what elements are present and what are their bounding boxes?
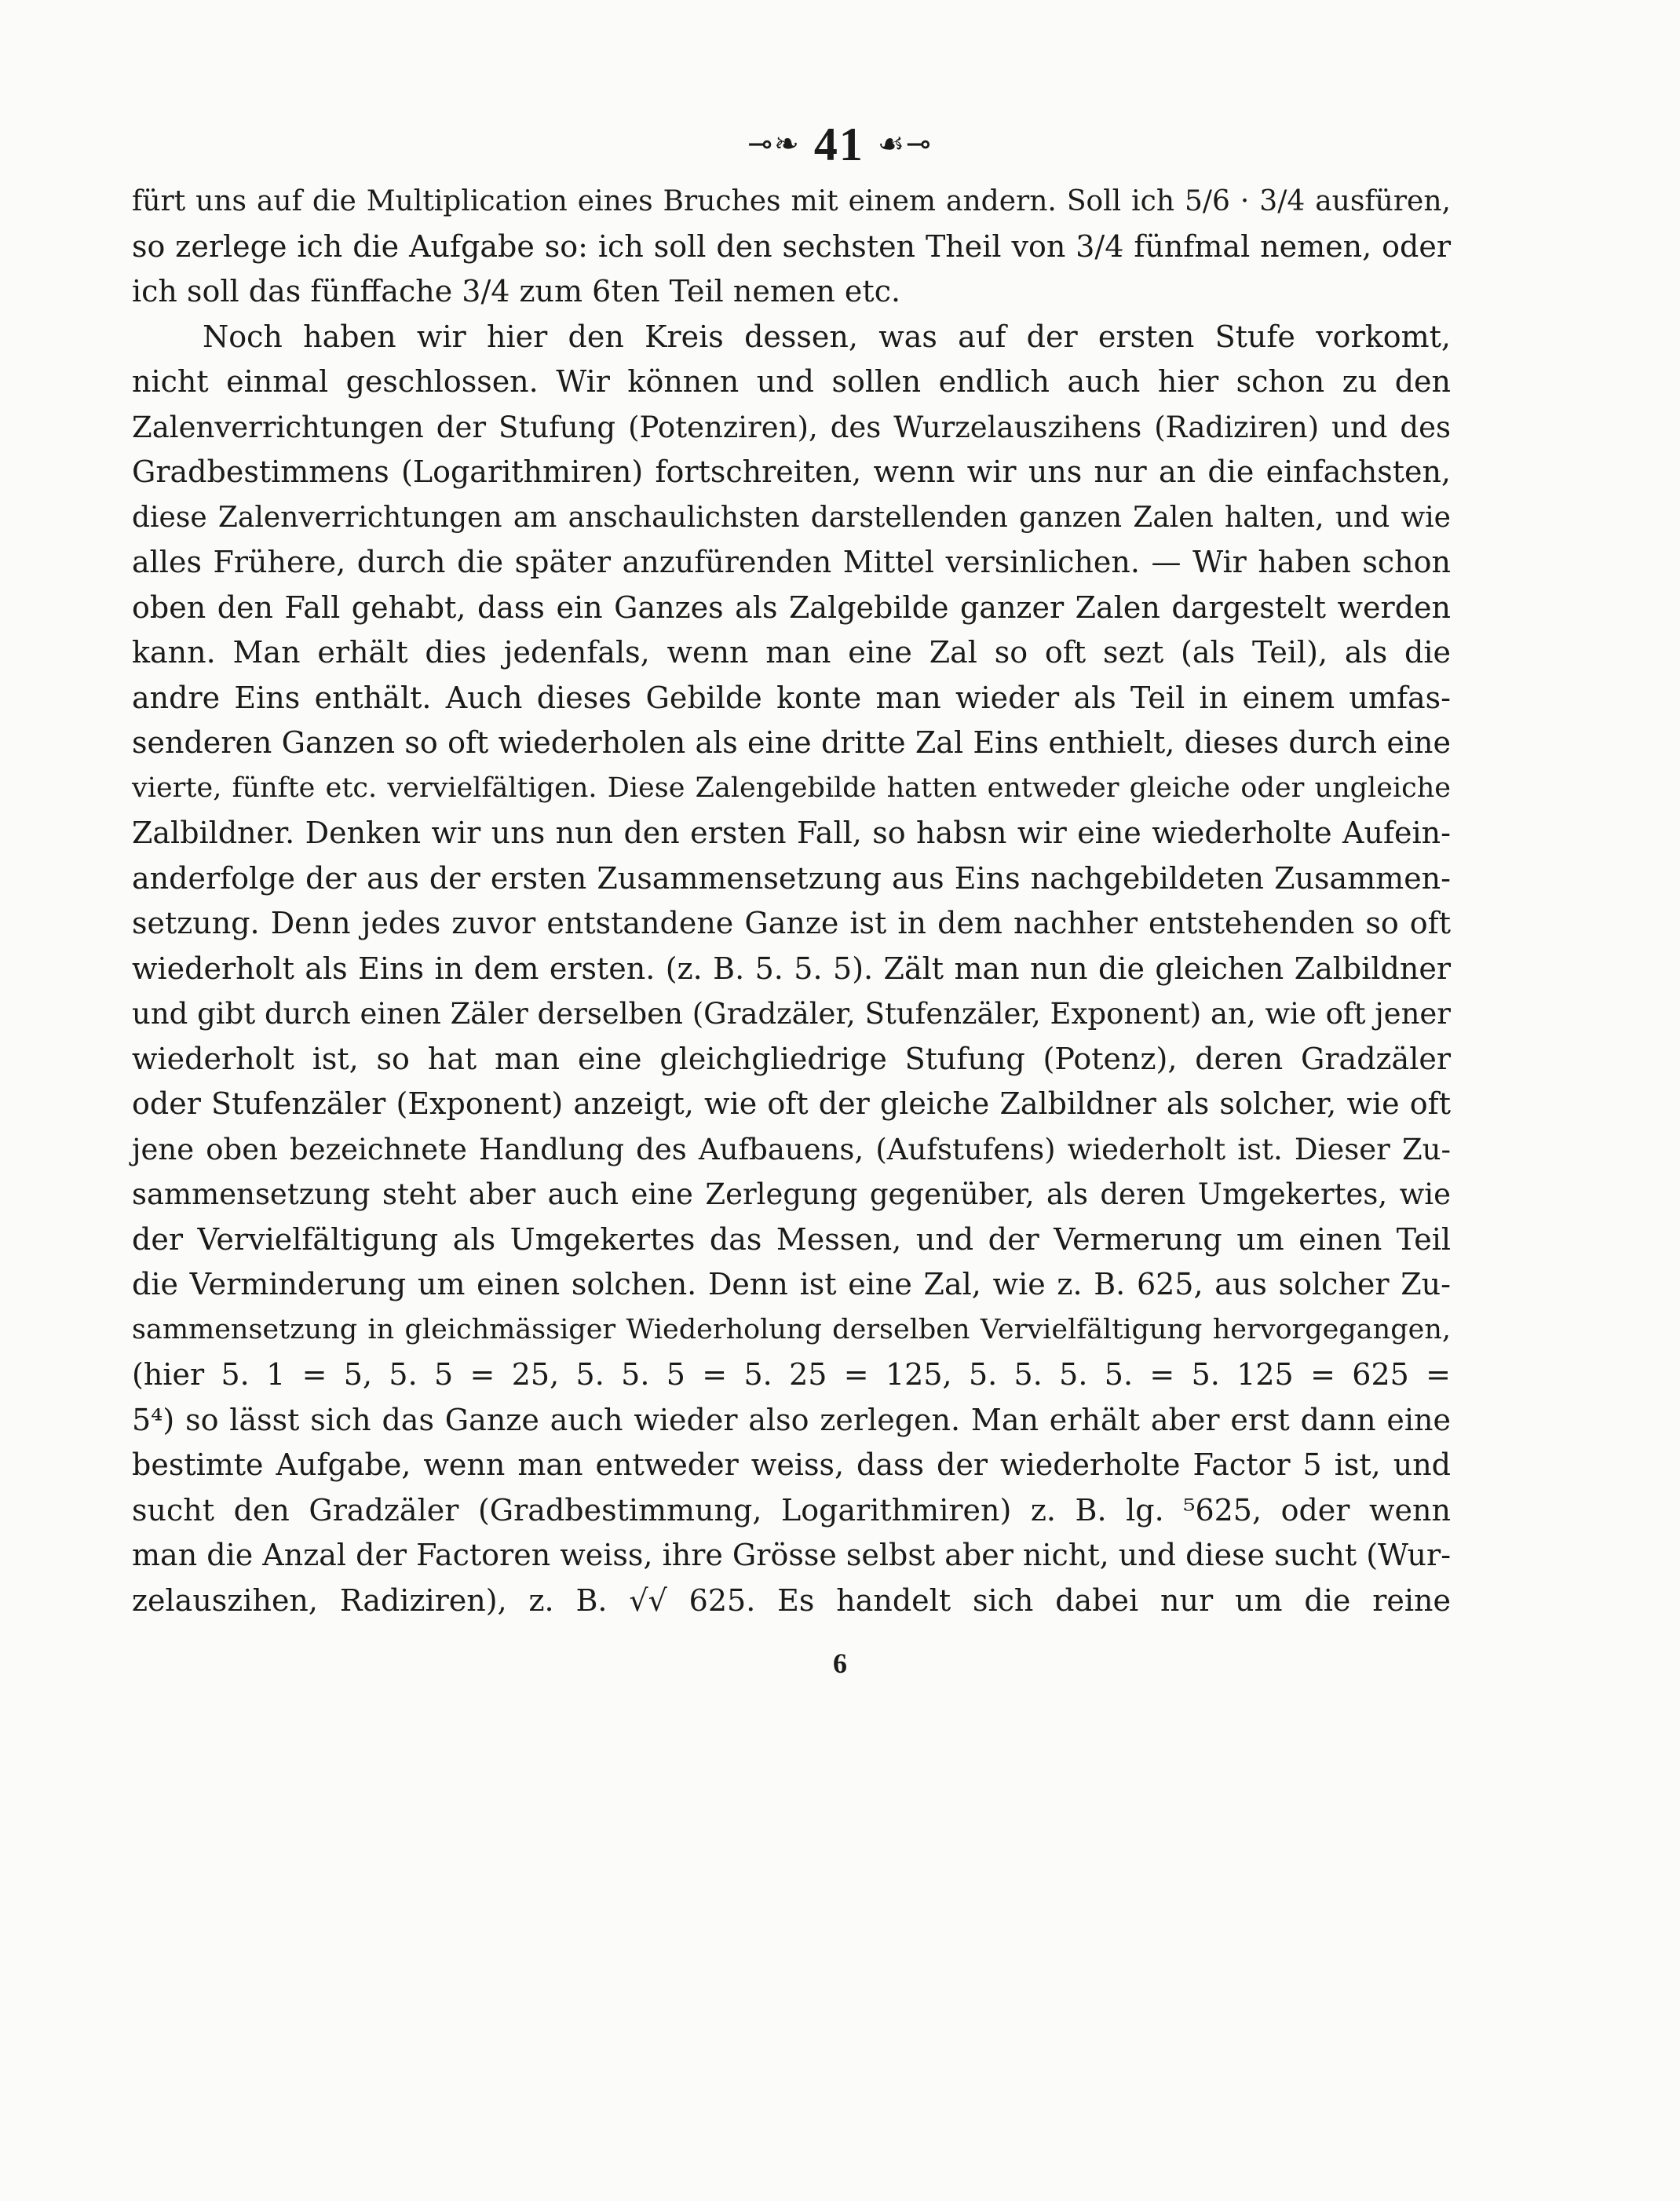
text-line: und gibt durch einen Zäler derselben (Gradzäler, Stufenzäler, Exponent) an, wie oft jener: [132, 997, 1451, 1031]
text-line: diese Zalenverrichtungen am anschaulichsten darstellenden ganzen Zalen halten, und wie: [132, 501, 1451, 534]
ornament-right-icon: ☙⊸: [877, 128, 933, 161]
text-line: Noch haben wir hier den Kreis dessen, was auf der ersten Stufe vorkomt,: [203, 319, 1451, 354]
page-number: 41: [813, 119, 864, 170]
page-header: [0, 118, 1680, 172]
text-line: setzung. Denn jedes zuvor entstandene Ganze ist in dem nachher entstehenden so oft: [132, 906, 1451, 940]
text-line: sammensetzung steht aber auch eine Zerlegung gegenüber, als deren Umgekertes, wie: [132, 1177, 1451, 1211]
text-line: (hier 5. 1 = 5, 5. 5 = 25, 5. 5. 5 = 5. 25 = 125, 5. 5. 5. 5. = 5. 125 = 625 =: [132, 1357, 1451, 1392]
text-line: andre Eins enthält. Auch dieses Gebilde konte man wieder als Teil in einem umfas-: [132, 680, 1451, 715]
text-line: vierte, fünfte etc. vervielfältigen. Diese Zalengebilde hatten entweder gleiche oder ungleiche: [132, 772, 1451, 804]
text-line: senderen Ganzen so oft wiederholen als eine dritte Zal Eins enthielt, dieses durch eine: [132, 725, 1451, 760]
text-line: Zalbildner. Denken wir uns nun den ersten Fall, so habsn wir eine wiederholte Aufein-: [132, 816, 1451, 850]
body-text: [132, 179, 1451, 1623]
text-line: oder Stufenzäler (Exponent) anzeigt, wie oft der gleiche Zalbildner als solcher, wie oft: [132, 1086, 1451, 1121]
text-line: bestimte Aufgabe, wenn man entweder weiss, dass der wiederholte Factor 5 ist, und: [132, 1447, 1451, 1482]
text-line: sucht den Gradzäler (Gradbestimmung, Logarithmiren) z. B. lg. ⁵625, oder wenn: [132, 1492, 1451, 1528]
text-line: alles Frühere, durch die später anzufürenden Mittel versinlichen. — Wir haben schon: [132, 545, 1451, 579]
text-line: anderfolge der aus der ersten Zusammensetzung aus Eins nachgebildeten Zusammen-: [132, 860, 1451, 896]
text-line: wiederholt ist, so hat man eine gleichgliedrige Stufung (Potenz), deren Gradzäler: [132, 1041, 1451, 1076]
text-line: Gradbestimmens (Logarithmiren) fortschreiten, wenn wir uns nur an die einfachsten,: [132, 454, 1451, 489]
text-line: kann. Man erhält dies jedenfals, wenn man eine Zal so oft sezt (als Teil), als die: [132, 635, 1451, 670]
text-line: 5⁴) so lässt sich das Ganze auch wieder also zerlegen. Man erhält aber erst dann eine: [132, 1402, 1451, 1437]
text-line: ich soll das fünffache 3/4 zum 6ten Teil nemen etc.: [132, 274, 901, 308]
text-line: zelauszihen, Radiziren), z. B. √√ 625. Es handelt sich dabei nur um die reine: [132, 1582, 1451, 1618]
text-line: sammensetzung in gleichmässiger Wiederholung derselben Vervielfältigung hervorgegangen,: [132, 1313, 1451, 1345]
text-line: jene oben bezeichnete Handlung des Aufbauens, (Aufstufens) wiederholt ist. Dieser Zu-: [132, 1132, 1451, 1166]
signature-mark: 6: [833, 1648, 847, 1679]
text-line: fürt uns auf die Multiplication eines Bruches mit einem andern. Soll ich 5/6 · 3/4 ausfüren,: [132, 185, 1451, 217]
text-line: nicht einmal geschlossen. Wir können und sollen endlich auch hier schon zu den: [132, 364, 1451, 399]
ornament-left-icon: ⊸❧: [747, 128, 801, 161]
text-line: wiederholt als Eins in dem ersten. (z. B. 5. 5. 5). Zält man nun die gleichen Zalbildner: [132, 951, 1451, 986]
text-line: so zerlege ich die Aufgabe so: ich soll den sechsten Theil von 3/4 fünfmal nemen, oder: [132, 228, 1451, 264]
text-line: die Verminderung um einen solchen. Denn ist eine Zal, wie z. B. 625, aus solcher Zu-: [132, 1267, 1451, 1301]
text-line: der Vervielfältigung als Umgekertes das Messen, und der Vermerung um einen Teil: [132, 1221, 1451, 1257]
text-line: man die Anzal der Factoren weiss, ihre Grösse selbst aber nicht, und diese sucht (Wur-: [132, 1538, 1452, 1572]
text-line: oben den Fall gehabt, dass ein Ganzes als Zalgebilde ganzer Zalen dargestelt werden: [132, 589, 1451, 625]
text-line: Zalenverrichtungen der Stufung (Potenziren), des Wurzelauszihens (Radiziren) und des: [132, 410, 1451, 444]
